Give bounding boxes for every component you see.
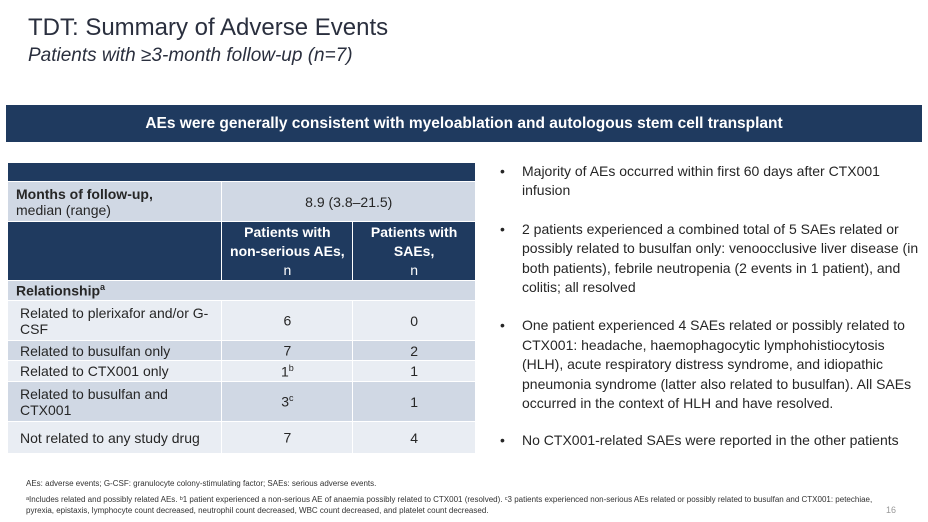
bullet-marker: •	[500, 220, 505, 237]
followup-label: Months of follow-up,	[16, 185, 153, 202]
bullet-item: • No CTX001-related SAEs were reported in the other patients	[500, 431, 920, 450]
bullet-marker: •	[500, 163, 505, 179]
table-row: Not related to any study drug 7 4	[8, 422, 476, 454]
table-row: Related to busulfan only 7 2	[8, 341, 476, 361]
notes-footnote: ᵃIncludes related and possibly related AEs. ᵇ1 patient experienced a non-serious AE of anaemia possibly related to CTX001 (resolved). ᶜ3 patients experienced non-serious AEs related or possibly related to busulfan and CTX001: petechiae, pyrexia, epistaxis, lymphocyte count decreased, neutrophil count decreased, WBC count decreased, and platelet count decreased.	[26, 495, 873, 515]
page-subtitle: Patients with ≥3-month follow-up (n=7)	[28, 45, 353, 66]
bullet-item: • 2 patients experienced a combined total of 5 SAEs related or possibly related to busulfan only: venoocclusive liver disease (in both patients), febrile neutropenia (2 events in 1 patient), and colitis; all resolved	[500, 220, 919, 296]
bullet-item: • Majority of AEs occurred within first 60 days after CTX001 infusion	[500, 163, 880, 199]
col-header-nonserious: Patients with non-serious AEs, n	[222, 222, 353, 281]
key-message-banner: AEs were generally consistent with myeloablation and autologous stem cell transplant	[6, 105, 922, 142]
page-title: TDT: Summary of Adverse Events	[28, 14, 389, 41]
bullet-item: • One patient experienced 4 SAEs related or possibly related to CTX001: headache, haemophagocytic lymphohistiocytosis (HLH), acute respiratory distress syndrome, and idiopathic pneumonia syndrome (latter also related to busulfan). All SAEs occurred in the context of HLH and have resolved.	[500, 317, 912, 412]
table-row: Related to busulfan and CTX001 3$^c$ 1	[8, 382, 476, 422]
relationship-row	[8, 281, 476, 301]
bullet-marker: •	[500, 432, 505, 449]
bullet-marker: •	[500, 317, 505, 334]
table-row: Related to CTX001 only 1$^b$ 1	[8, 361, 476, 382]
footnote-marker: a	[100, 282, 106, 293]
relationship-label: Relationship	[16, 282, 101, 299]
table-row: Related to plerixafor and/or G-CSF 6 0	[8, 301, 476, 341]
followup-row	[8, 182, 476, 222]
footnotes	[26, 478, 886, 516]
adverse-events-table	[7, 162, 476, 454]
abbreviations-footnote: AEs: adverse events; G-CSF: granulocyte colony-stimulating factor; SAEs: serious adverse events.	[26, 479, 377, 488]
page-number: 16	[885, 505, 896, 515]
followup-sublabel: median (range)	[16, 201, 111, 218]
followup-value: 8.9 (3.8–21.5)	[222, 182, 476, 222]
summary-bullets	[500, 162, 920, 451]
column-header-row	[8, 222, 476, 281]
col-header-sae: Patients with SAEs, n	[353, 222, 476, 281]
table-top-band	[8, 163, 476, 182]
